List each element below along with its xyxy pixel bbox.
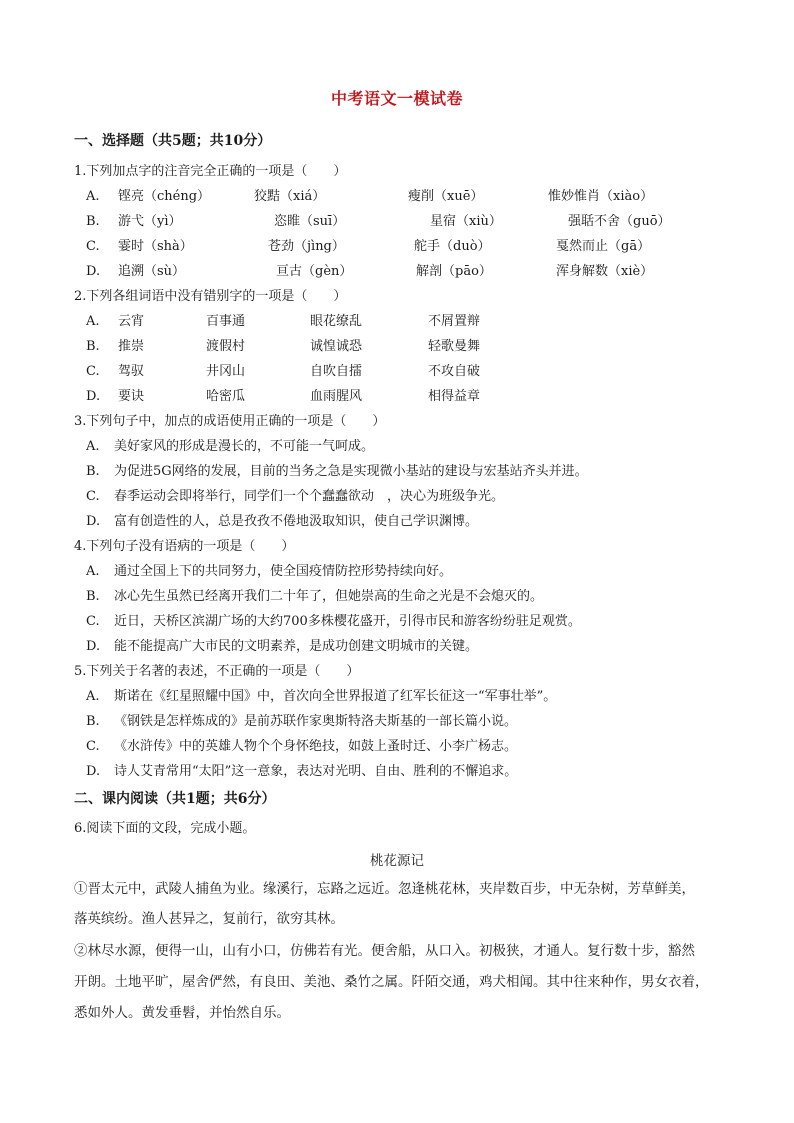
question-6-stem: 6.阅读下面的文段，完成小题。 [74,821,256,836]
option-label: B. [86,214,100,229]
q5-option-c [86,738,517,756]
q1-c-item: 舵手（duò） [414,239,491,254]
question-4-stem: 4.下列句子没有语病的一项是（ ） [74,539,295,554]
option-text: 《钢铁是怎样炼成的》是前苏联作家奥斯特洛夫斯基的一部长篇小说。 [114,714,518,729]
q2-b-item: 诚惶诚恐 [310,339,363,354]
q1-d-item: 浑身解数（xiè） [556,264,654,279]
q1-b-item: 恣睢（suī） [274,214,346,229]
q2-b-item: 渡假村 [206,339,246,354]
option-label: C. [86,489,100,504]
q1-option-d [86,263,114,281]
q1-option-b [86,213,114,231]
q4-option-b [86,588,543,606]
q1-c-item: 霎时（shà） [118,239,193,254]
q1-a-item: 狡黠（xiá） [254,189,326,204]
question-3-stem: 3.下列句子中，加点的成语使用正确的一项是（ ） [74,414,386,429]
option-text: 富有创造性的人，总是孜孜不倦地汲取知识，使自己学识渊博。 [114,514,479,529]
q1-option-a [86,188,114,206]
q1-d-item: 解剖（pāo） [416,264,492,279]
option-label: A. [86,439,100,454]
question-2-stem: 2.下列各组词语中没有错别字的一项是（ ） [74,289,347,304]
passage-title: 桃花源记 [370,853,424,869]
q2-b-item: 推崇 [118,339,145,354]
passage-line: 悉如外人。黄发垂髫，并怡然自乐。 [74,1005,290,1021]
q1-a-item: 惟妙惟肖（xiào） [548,189,654,204]
option-label: A. [86,564,100,579]
q2-option-c [86,363,114,381]
q4-option-d [86,638,478,656]
option-label: A. [86,189,100,204]
option-label: D. [86,764,101,779]
q2-c-item: 驾驭 [118,364,145,379]
option-label: C. [86,364,100,379]
page-title: 中考语文一模试卷 [330,89,463,108]
q1-b-item: 强聒不舍（guō） [568,214,671,229]
option-text: 冰心先生虽然已经离开我们二十年了，但她崇高的生命之光是不会熄灭的。 [114,589,544,604]
option-label: D. [86,514,101,529]
q3-option-c [86,488,504,506]
q2-d-item: 哈密瓜 [206,389,246,404]
q1-a-item: 铿亮（chéng） [118,189,211,204]
option-label: C. [86,239,100,254]
q2-d-item: 要诀 [118,389,145,404]
q1-option-c [86,238,114,256]
q1-a-item: 瘦削（xuē） [408,189,484,204]
q1-b-item: 游弋（yì） [118,214,182,229]
q1-c-item: 苍劲（jìng） [268,239,345,254]
q1-c-item: 戛然而止（gā） [556,239,651,254]
q3-option-d [86,513,478,531]
option-label: B. [86,589,100,604]
option-text: 近日，天桥区滨湖广场的大约700多株樱花盛开，引得市民和游客纷纷驻足观赏。 [114,614,581,629]
q3-option-a [86,438,374,456]
section-heading-reading: 二、课内阅读（共1题；共6分） [74,791,276,807]
option-label: D. [86,264,101,279]
option-text: 《水浒传》中的英雄人物个个身怀绝技，如鼓上蚤时迁、小李广杨志。 [114,739,518,754]
option-label: D. [86,389,101,404]
q2-a-item: 不屑置辩 [428,314,481,329]
passage-line: 落英缤纷。渔人甚异之，复前行，欲穷其林。 [74,911,344,927]
q2-d-item: 血雨腥风 [310,389,363,404]
q2-option-a [86,313,114,331]
option-label: D. [86,639,101,654]
option-label: C. [86,614,100,629]
section-heading-choice: 一、选择题（共5题；共10分） [74,133,272,149]
q2-c-item: 井冈山 [206,364,246,379]
passage-line: 开朗。土地平旷，屋舍俨然，有良田、美池、桑竹之属。阡陌交通，鸡犬相闻。其中往来种作，男女衣着， [74,974,709,990]
q2-option-b [86,338,114,356]
q2-a-item: 云宵 [118,314,145,329]
option-text: 春季运动会即将举行，同学们一个个蠢蠢欲动 ，决心为班级争光。 [114,489,505,504]
q1-b-item: 星宿（xiù） [430,214,502,229]
option-text: 通过全国上下的共同努力，使全国疫情防控形势持续向好。 [114,564,453,579]
q2-a-item: 百事通 [206,314,246,329]
option-text: 美好家风的形成是漫长的，不可能一气呵成。 [114,439,375,454]
option-text: 斯诺在《红星照耀中国》中，首次向全世界报道了红军长征这一“军事壮举”。 [114,689,557,704]
q5-option-b [86,713,517,731]
question-1-stem: 1.下列加点字的注音完全正确的一项是（ ） [74,164,347,179]
option-text: 能不能提高广大市民的文明素养，是成功创建文明城市的关键。 [114,639,479,654]
option-text: 诗人艾青常用“太阳”这一意象，表达对光明、自由、胜利的不懈追求。 [114,764,518,779]
q2-d-item: 相得益章 [428,389,481,404]
q5-option-d [86,763,517,781]
option-label: B. [86,714,100,729]
q2-a-item: 眼花缭乱 [310,314,363,329]
q2-c-item: 自吹自擂 [310,364,363,379]
q1-d-item: 亘古（gèn） [276,264,353,279]
passage-line: ②林尽水源，便得一山，山有小口，仿佛若有光。便舍船，从口入。初极狭，才通人。复行数十步，豁然 [74,943,695,959]
question-5-stem: 5.下列关于名著的表述，不正确的一项是（ ） [74,664,360,679]
option-label: C. [86,739,100,754]
q5-option-a [86,688,556,706]
option-text: 为促进5G网络的发展，目前的当务之急是实现微小基站的建设与宏基站齐头并进。 [114,464,588,479]
q4-option-c [86,613,581,631]
option-label: B. [86,339,100,354]
option-label: A. [86,689,100,704]
q2-c-item: 不攻自破 [428,364,481,379]
passage-line: ①晋太元中，武陵人捕鱼为业。缘溪行，忘路之远近。忽逢桃花林，夹岸数百步，中无杂树，芳草鲜美， [74,881,695,897]
option-label: B. [86,464,100,479]
q1-d-item: 追溯（sù） [118,264,186,279]
option-label: A. [86,314,100,329]
q4-option-a [86,563,452,581]
q2-option-d [86,388,114,406]
q2-b-item: 轻歌曼舞 [428,339,481,354]
q3-option-b [86,463,588,481]
